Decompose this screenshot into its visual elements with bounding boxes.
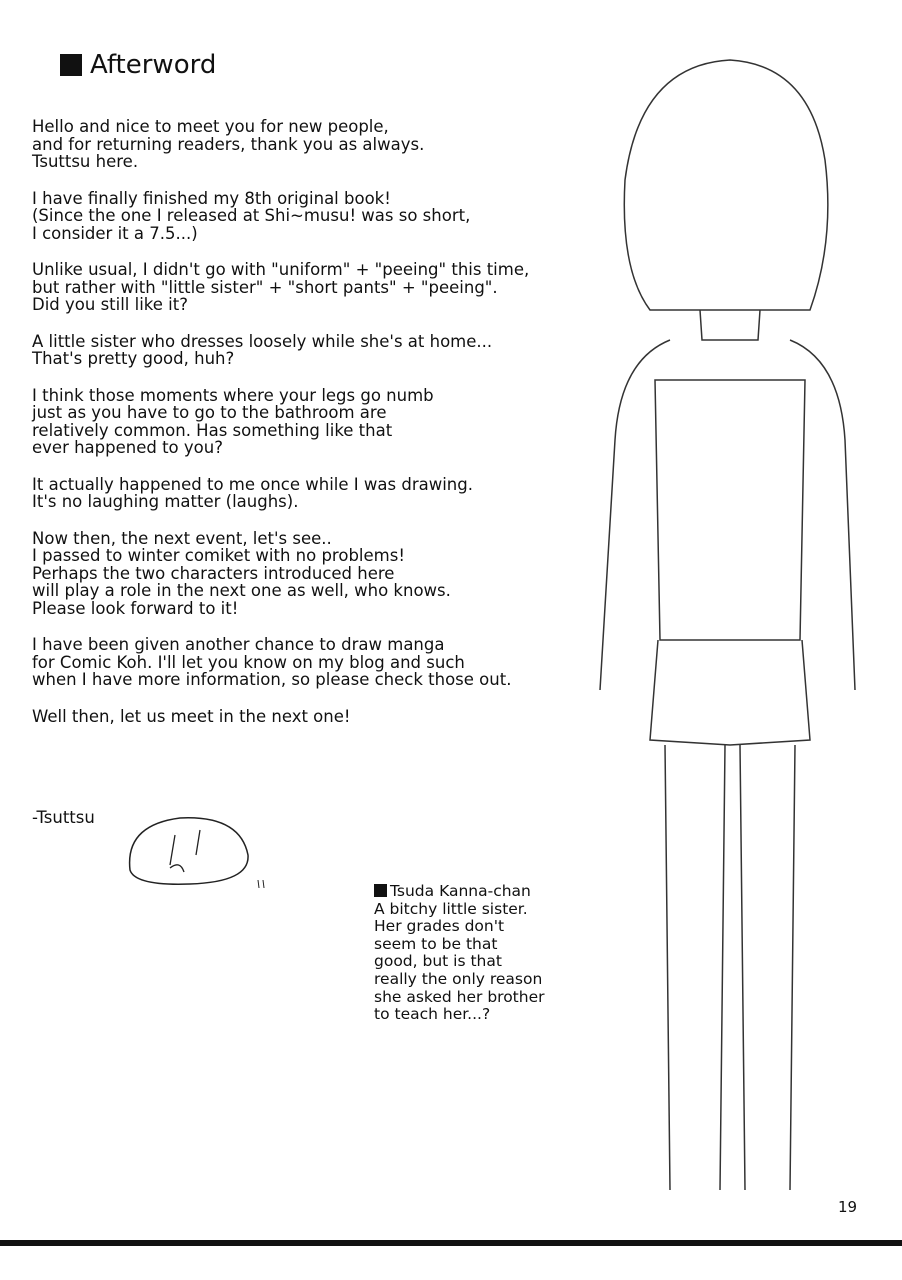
paragraph: Hello and nice to meet you for new people, and for returning readers, thank you as always. Tsuttsu here.: [32, 117, 425, 171]
character-illustration: [580, 40, 880, 1230]
paragraph: It actually happened to me once while I was drawing. It's no laughing matter (laughs).: [32, 474, 473, 511]
paragraph: Unlike usual, I didn't go with "uniform" + "peeing" this time, but rather with "little sister" + "short pants" + "peeing". Did you still like it?: [32, 260, 530, 314]
paragraph: I have been given another chance to draw manga for Comic Koh. I'll let you know on my blog and such when I have more information, so please check those out.: [32, 635, 512, 689]
caption-text: A bitchy little sister. Her grades don't seem to be that good, but is that really the only reason she asked her brother to teach her...?: [374, 899, 545, 1024]
paragraph: I think those moments where your legs go numb just as you have to go to the bathroom are relatively common. Has something like that ever happened to you?: [32, 385, 434, 457]
square-bullet-icon: [374, 884, 387, 897]
paragraph: I have finally finished my 8th original book! (Since the one I released at Shi~musu! was so short, I consider it a 7.5...): [32, 188, 471, 243]
caption-name: Tsuda Kanna-chan: [390, 882, 531, 900]
bottom-rule: [0, 1240, 902, 1246]
paragraph: A little sister who dresses loosely while she's at home... That's pretty good, huh?: [32, 331, 493, 368]
afterword-body: [32, 118, 622, 744]
page-number: 19: [838, 1198, 858, 1216]
paragraph: Now then, the next event, let's see.. I passed to winter comiket with no problems! Perhaps the two characters introduced here will play a role in the next one as well, who knows. Please look forward to it!: [32, 528, 451, 618]
author-doodle-icon: [120, 810, 270, 890]
signature: -Tsuttsu: [32, 808, 95, 827]
square-bullet-icon: [60, 54, 82, 76]
character-caption: [374, 883, 614, 1024]
paragraph: Well then, let us meet in the next one!: [32, 706, 351, 726]
page-heading: [60, 50, 216, 80]
heading-text: Afterword: [90, 50, 217, 80]
